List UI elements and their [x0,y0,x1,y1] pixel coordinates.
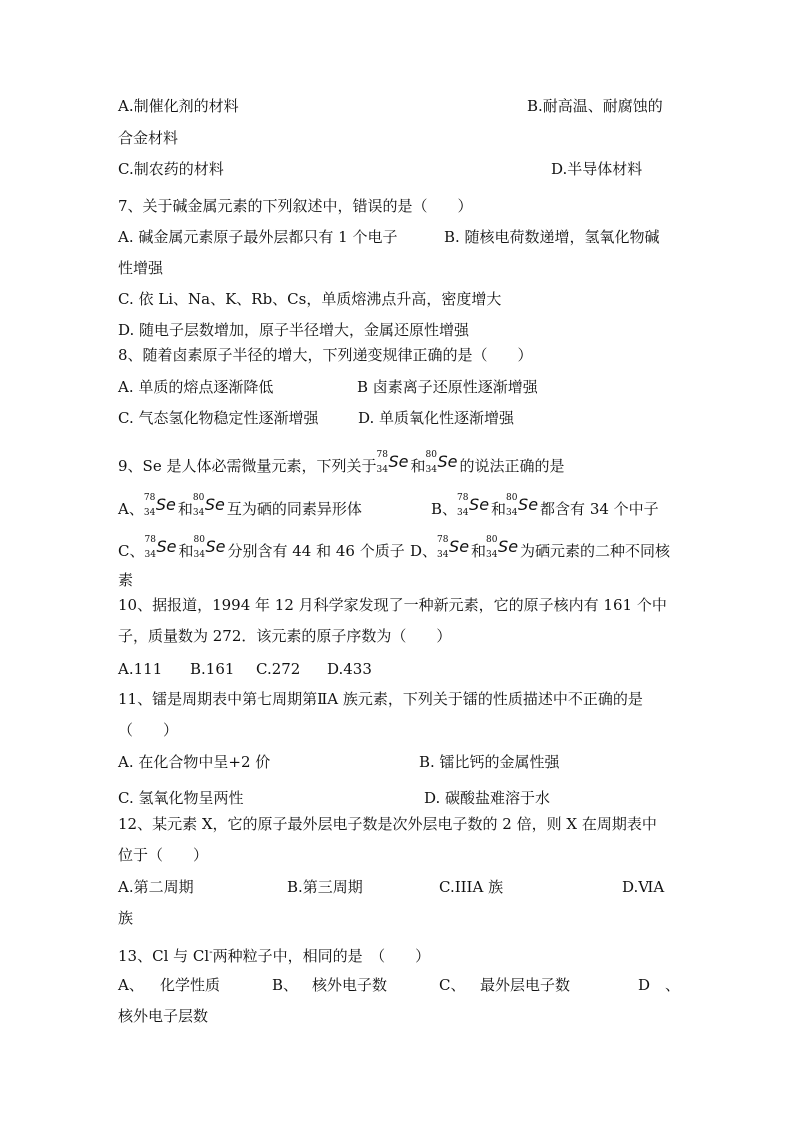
se-78-isotope-symbol: 78 34 Se [144,535,177,560]
q7-option-d: D. 随电子层数增加，原子半径增大，金属还原性增强 [118,321,470,339]
q6-option-c: C.制农药的材料 [118,160,224,178]
se-80-isotope-symbol: 80 34 Se [486,535,519,560]
q10-option-c: C.272 [256,660,301,678]
q9-option-d: D、 78 34 Se 和 80 34 Se 为硒元素的二种不同核 [410,535,671,560]
q12-option-c: C.IIIA 族 [439,878,504,896]
q13-option-a: 化学性质 [160,976,221,994]
q6-option-d: D.半导体材料 [551,160,643,178]
q11-option-a: A. 在化合物中呈+2 价 [118,753,271,771]
q13-option-d: 核外电子层数 [118,1007,209,1025]
q10-option-a: A.111 [118,660,163,678]
q10-stem: 10、据报道，1994 年 12 月科学家发现了一种新元素，它的原子核内有 161 个中 [118,596,667,614]
q13-option-c-label: C、 [439,976,466,994]
q7-option-c: C. 依 Li、Na、K、Rb、Cs，单质熔沸点升高，密度增大 [118,290,502,308]
q9-option-d-continued: 素 [118,571,134,589]
q12-stem-continued: 位于（ ） [118,846,209,864]
se-78-isotope-symbol: 78 34 Se [437,535,470,560]
se-80-isotope-symbol: 80 34 Se [192,493,225,518]
q7-stem: 7、关于碱金属元素的下列叙述中，错误的是（ ） [118,197,473,215]
q12-stem: 12、某元素 X，它的原子最外层电子数是次外层电子数的 2 倍，则 X 在周期表中 [118,815,657,833]
q10-stem-continued: 子，质量数为 272．该元素的原子序数为（ ） [118,627,452,645]
q8-option-d: D. 单质氧化性逐渐增强 [358,409,515,427]
q12-option-a: A.第二周期 [118,878,194,896]
q7-option-a: A. 碱金属元素原子最外层都只有 1 个电子 [118,228,398,246]
q11-stem-continued: （ ） [118,721,179,739]
q10-option-d: D.433 [327,660,372,678]
q9-option-b: B、 78 34 Se 和 80 34 Se 都含有 34 个中子 [431,493,659,518]
q8-option-c: C. 气态氢化物稳定性逐渐增强 [118,409,319,427]
se-78-isotope-symbol: 78 34 Se [143,493,176,518]
q13-option-b-label: B、 [272,976,299,994]
q13-stem: 13、Cl 与 Cl-两种粒子中，相同的是 （ ） [118,947,431,965]
q6-option-b-continued: 合金材料 [118,129,179,147]
se-78-isotope-symbol: 78 34 Se [457,493,490,518]
q12-option-d: D.ⅥA [622,878,665,896]
q8-option-a: A. 单质的熔点逐渐降低 [118,378,274,396]
q6-option-b: B.耐高温、耐腐蚀的 [527,97,663,115]
q12-option-d-continued: 族 [118,909,134,927]
q13-option-b: 核外电子数 [312,976,388,994]
q9-option-c: C、 78 34 Se 和 80 34 Se 分别含有 44 和 46 个质子 [118,535,405,560]
se-80-isotope-symbol: 80 34 Se [506,493,539,518]
q11-stem: 11、镭是周期表中第七周期第ⅡA 族元素，下列关于镭的性质描述中不正确的是 [118,690,643,708]
q7-option-b-continued: 性增强 [118,259,164,277]
q9-stem: 9、Se 是人体必需微量元素，下列关于 78 34 Se 和 80 34 Se 的说法正确的是 [118,450,565,475]
q13-option-d-label: D 、 [638,976,681,994]
q13-option-c: 最外层电子数 [480,976,571,994]
q11-option-d: D. 碳酸盐难溶于水 [424,789,551,807]
q8-option-b: B 卤素离子还原性逐渐增强 [357,378,538,396]
q11-option-b: B. 镭比钙的金属性强 [419,753,560,771]
q7-option-b: B. 随核电荷数递增，氢氧化物碱 [444,228,660,246]
q11-option-c: C. 氢氧化物呈两性 [118,789,244,807]
q10-option-b: B.161 [190,660,235,678]
se-80-isotope-symbol: 80 34 Se [193,535,226,560]
q9-option-a: A、 78 34 Se 和 80 34 Se 互为硒的同素异形体 [118,493,362,518]
q12-option-b: B.第三周期 [287,878,363,896]
q6-option-a: A.制催化剂的材料 [118,97,239,115]
se-78-isotope-symbol: 78 34 Se [376,450,409,475]
q8-stem: 8、随着卤素原子半径的增大，下列递变规律正确的是（ ） [118,346,533,364]
se-80-isotope-symbol: 80 34 Se [425,450,458,475]
q13-option-a-label: A、 [118,976,144,994]
